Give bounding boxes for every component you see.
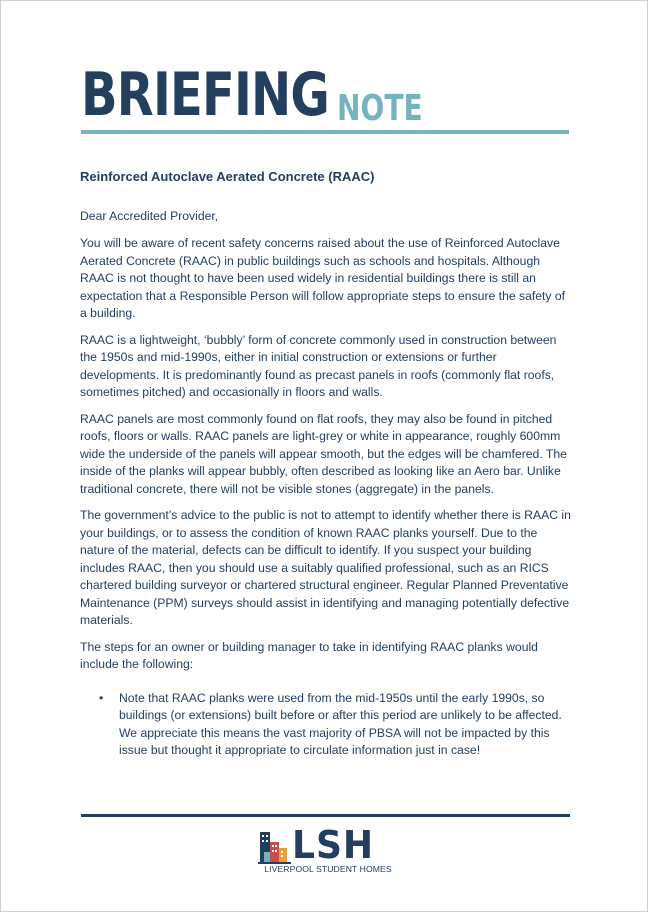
briefing-note-header bbox=[81, 58, 571, 138]
bullet-list bbox=[80, 690, 572, 760]
lsh-logo bbox=[258, 823, 398, 878]
document-body bbox=[80, 168, 572, 760]
header-rule bbox=[81, 130, 569, 134]
document-title: Reinforced Autoclave Aerated Concrete (RAAC) bbox=[80, 169, 375, 184]
header-title-big: BRIEFING bbox=[81, 60, 330, 130]
bullet-dot-icon: • bbox=[99, 690, 104, 705]
bullet-text: Note that RAAC planks were used from the mid-1950s until the early 1990s, so buildings (or extensions) built before or after this period are unlikely to be affected. We appreciate this means the vast majority of PBSA will not be impacted by this issue but thought it appropriate to circulate information just in case! bbox=[119, 690, 562, 757]
logo-subtitle: LIVERPOOL STUDENT HOMES bbox=[264, 864, 392, 874]
salutation: Dear Accredited Provider, bbox=[80, 208, 219, 223]
footer-rule bbox=[81, 814, 570, 817]
paragraph-5: The steps for an owner or building manager to take in identifying RAAC planks would include the following: bbox=[80, 639, 538, 671]
paragraph-2: RAAC is a lightweight, ‘bubbly’ form of concrete commonly used in construction between the 1950s and mid-1990s, either in initial construction or extensions or further developments. It is predominantly found as precast panels in roofs (commonly flat roofs, sometimes pitched) and occasionally in floors and walls. bbox=[80, 332, 557, 399]
bullet-item bbox=[80, 690, 572, 760]
header-title-small: NOTE bbox=[337, 88, 423, 129]
paragraph-3: RAAC panels are most commonly found on flat roofs, they may also be found in pitched roofs, floors or walls. RAAC panels are light-grey or white in appearance, roughly 600mm wide the underside of the panels will appear smooth, but the edges will be chamfered. The inside of the planks will appear bubbly, often described as looking like an Aero bar. Unlike traditional concrete, there will not be visible stones (aggregate) in the panels. bbox=[80, 411, 567, 496]
logo-text: LSH bbox=[292, 823, 375, 867]
paragraph-4: The government’s advice to the public is not to attempt to identify whether there is RAAC in your buildings, or to assess the condition of known RAAC planks yourself. Due to the nature of the material, defects can be difficult to identify. If you suspect your building includes RAAC, then you should use a suitably qualified professional, such as an RICS chartered building surveyor or chartered structural engineer. Regular Planned Preventative Maintenance (PPM) surveys should assist in identifying and managing potentially defective materials. bbox=[80, 508, 571, 627]
paragraph-1: You will be aware of recent safety concerns raised about the use of Reinforced Autoclave Aerated Concrete (RAAC) in public buildings such as schools and hospitals. Although RAAC is not thought to have been used widely in residential buildings there is still an expectation that a Responsible Person will follow appropriate steps to ensure the safety of a building. bbox=[80, 236, 566, 320]
